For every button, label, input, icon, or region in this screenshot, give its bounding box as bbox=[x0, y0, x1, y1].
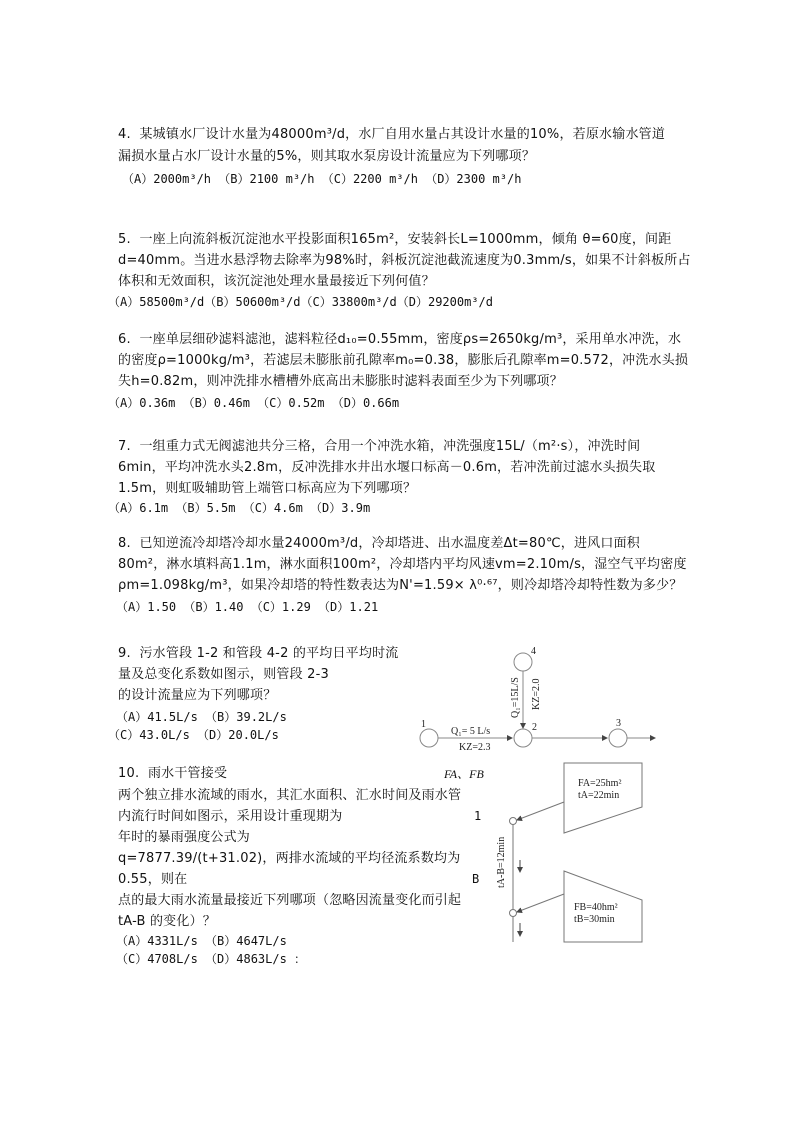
question-10-line-2: 两个独立排水流域的雨水，其汇水面积、汇水时间及雨水管 bbox=[118, 788, 462, 803]
node-1 bbox=[420, 729, 438, 747]
question-8-line-3: ρm=1.098kg/m³，如果冷却塔的特性数表达为N'=1.59× λ⁰·⁶⁷，则冷却塔冷却特性数为多少？ bbox=[118, 578, 683, 593]
area-b-f: FB=40hm² bbox=[574, 902, 618, 913]
node-3 bbox=[609, 729, 627, 747]
question-4-options: （A）2000m³/h （B）2100 m³/h （C）2200 m³/h （D）2300 m³/h bbox=[122, 172, 522, 186]
sewer-network-diagram bbox=[415, 640, 665, 755]
question-5-line-2: d=40mm。当进水悬浮物去除率为98%时，斜板沉淀池截流速度为0.3mm/s，如果不计斜板所占 bbox=[118, 253, 691, 268]
question-4-line-1: 4. 某城镇水厂设计水量为48000m³/d，水厂自用水量占其设计水量的10%，若原水输水管道 bbox=[118, 127, 666, 142]
question-8-line-1: 8. 已知逆流冷却塔冷却水量24000m³/d，冷却塔进、出水温度差Δt=80℃，进风口面积 bbox=[118, 536, 640, 551]
label-fa-fb: FA、FB bbox=[444, 767, 484, 781]
question-6-line-2: 的密度ρ=1000kg/m³，若滤层未膨胀前孔隙率m₀=0.38，膨胀后孔隙率m=0.572，冲洗水头损 bbox=[118, 353, 689, 368]
node-4 bbox=[514, 653, 532, 671]
pipe-time: tA-B=12min bbox=[496, 836, 507, 888]
node-b bbox=[510, 910, 517, 917]
question-5-line-1: 5. 一座上向流斜板沉淀池水平投影面积165m²，安装斜长L=1000mm，倾角 θ=60度，间距 bbox=[118, 232, 672, 247]
area-a-f: FA=25hm² bbox=[578, 778, 622, 789]
pipe-4-2-kz: KZ=2.0 bbox=[531, 678, 542, 710]
node-3-label: 3 bbox=[616, 718, 621, 729]
question-6-line-1: 6. 一座单层细砂滤料滤池，滤料粒径d₁₀=0.55mm，密度ρs=2650kg/m³，采用单水冲洗，水 bbox=[118, 332, 682, 347]
question-5-options: （A）58500m³/d（B）50600m³/d（C）33800m³/d（D）29200m³/d bbox=[108, 295, 493, 309]
node-4-label: 4 bbox=[531, 646, 536, 657]
question-10-line-6: 0.55，则在 bbox=[118, 872, 188, 887]
question-10-line-1: 10. 雨水干管接受 bbox=[118, 766, 228, 781]
question-7-line-1: 7. 一组重力式无阀滤池共分三格，合用一个冲洗水箱，冲洗强度15L/（m²·s），冲洗时间 bbox=[118, 439, 641, 454]
question-6-options: （A）0.36m （B）0.46m （C）0.52m （D）0.66m bbox=[108, 396, 400, 410]
question-10-line-3: 内流行时间如图示，采用设计重现期为 bbox=[118, 809, 343, 824]
node-2-label: 2 bbox=[532, 722, 537, 733]
question-10-line-8: tA-B 的变化）？ bbox=[118, 914, 216, 929]
question-5-line-3: 体积和无效面积，该沉淀池处理水量最接近下列何值？ bbox=[118, 274, 435, 289]
question-7-options: （A）6.1m （B）5.5m （C）4.6m （D）3.9m bbox=[108, 501, 371, 515]
catchment-diagram bbox=[490, 760, 670, 950]
label-period: 1 bbox=[474, 809, 482, 823]
question-9-options-row-1: （A）41.5L/s （B）39.2L/s bbox=[116, 710, 287, 724]
node-a bbox=[510, 818, 517, 825]
question-10-line-7: 点的最大雨水流量最接近下列哪项（忽略因流量变化而引起 bbox=[118, 893, 462, 908]
question-7-line-2: 6min，平均冲洗水头2.8m，反冲洗排水井出水堰口标高－0.6m，若冲洗前过滤水头损失取 bbox=[118, 460, 656, 475]
question-9-line-3: 的设计流量应为下列哪项？ bbox=[118, 688, 277, 703]
label-point-b: B bbox=[472, 872, 480, 886]
node-2 bbox=[514, 729, 532, 747]
question-4-line-2: 漏损水量占水厂设计水量的5%，则其取水泵房设计流量应为下列哪项？ bbox=[118, 149, 536, 164]
question-8-options: （A）1.50 （B）1.40 （C）1.29 （D）1.21 bbox=[116, 600, 379, 614]
question-10-options-row-1: （A）4331L/s （B）4647L/s bbox=[116, 934, 287, 948]
question-10-options-row-2: （C）4708L/s （D）4863L/s ： bbox=[116, 952, 307, 966]
question-10-line-5: q=7877.39/(t+31.02)，两排水流域的平均径流系数均为 bbox=[118, 851, 461, 866]
question-9-options-row-2: （C）43.0L/s （D）20.0L/s bbox=[108, 728, 279, 742]
pipe-1-2-flow: Q₁= 5 L/s bbox=[451, 726, 491, 737]
question-6-line-3: 失h=0.82m，则冲洗排水槽槽外底高出未膨胀时滤料表面至少为下列哪项？ bbox=[118, 374, 563, 389]
node-1-label: 1 bbox=[421, 719, 426, 730]
question-7-line-3: 1.5m，则虹吸辅助管上端管口标高应为下列哪项？ bbox=[118, 481, 417, 496]
pipe-1-2-kz: KZ=2.3 bbox=[459, 742, 491, 753]
question-9-line-2: 量及总变化系数如图示，则管段 2-3 bbox=[118, 667, 329, 682]
question-9-line-1: 9. 污水管段 1-2 和管段 4-2 的平均日平均时流 bbox=[118, 646, 399, 661]
area-a-t: tA=22min bbox=[578, 790, 620, 801]
question-8-line-2: 80m²，淋水填料高1.1m，淋水面积100m²，冷却塔内平均风速vm=2.10m/s，湿空气平均密度 bbox=[118, 557, 687, 572]
pipe-4-2-flow: Q₁=15L/S bbox=[510, 677, 521, 718]
question-10-line-4: 年时的暴雨强度公式为 bbox=[118, 830, 251, 845]
area-b-t: tB=30min bbox=[574, 914, 615, 925]
